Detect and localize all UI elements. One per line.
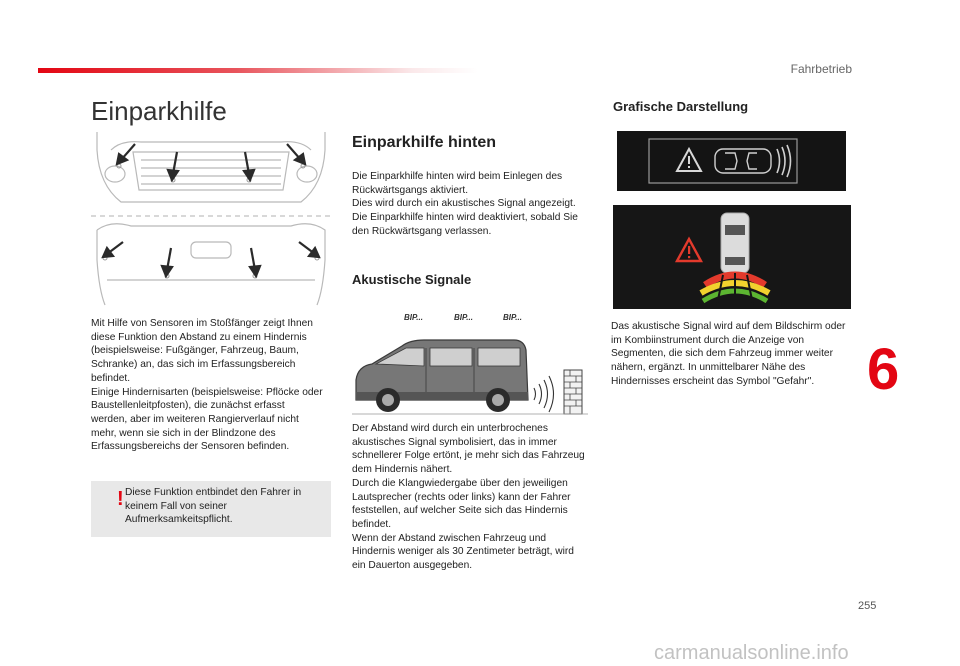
rear-assist-line-1: Die Einparkhilfe hinten wird beim Einlegen des Rückwärtsgangs aktiviert.: [352, 171, 563, 196]
acoustic-paragraph-3: Wenn der Abstand zwischen Fahrzeug und Hindernis weniger als 30 Zentimeter beträgt, wird ein Dauerton ausgegeben.: [352, 532, 574, 572]
page-title: Einparkhilfe: [91, 96, 227, 126]
acoustic-paragraph-1: Der Abstand wird durch ein unterbrochenes akustisches Signal symbolisiert, das in immer schnellerer Folge ertönt, je mehr sich das Fahrzeug dem Hindernis nähert.: [352, 423, 585, 476]
acoustic-paragraph-2: Durch die Klangwiedergabe über den jeweiligen Lautsprecher (rechts oder links) kann der Fahrer feststellen, auf welcher Seite sich das Hindernis befindet.: [352, 477, 571, 530]
beep-label: BIP...: [404, 313, 423, 322]
header-accent-bar: [38, 68, 478, 73]
page-number: 255: [858, 600, 877, 612]
graphic-text: Das akustische Signal wird auf dem Bildschirm oder im Kombiinstrument durch die Anzeige von Segmenten, die sich dem Fahrzeug immer weiter nähern, ergänzt. In unmittelbarer Nähe des Hindernisses erscheint das Symbol "Gefahr".: [611, 321, 846, 387]
van-beep-illustration: [352, 308, 588, 418]
warning-text: Diese Funktion entbindet den Fahrer in keinem Fall von seiner Aufmerksamkeitspflicht.: [125, 487, 302, 526]
rear-assist-text: [352, 170, 592, 239]
section-label: Fahrbetrieb: [790, 62, 852, 76]
dashboard-display-segments: [613, 205, 851, 309]
intro-text: [91, 317, 323, 454]
graphic-heading: Grafische Darstellung: [613, 99, 749, 114]
intro-paragraph-2: Einige Hindernisarten (beispielsweise: Pflöcke oder Baustellenleitpfosten), die zunächst erfasst werden, aber im weiteren Rangierverlauf nicht mehr, wenn sie sich in der Blindzone des Erfassungsbereichs der Sensoren befinden.: [91, 386, 323, 453]
chapter-number: 6: [867, 337, 900, 402]
intro-paragraph-1: Mit Hilfe von Sensoren im Stoßfänger zeigt Ihnen diese Funktion den Abstand zu einem Hindernis (beispielsweise: Fußgänger, Fahrzeug, Baum, Schranke) an, das sich im Erfassungsbereich befindet.: [91, 318, 313, 384]
beep-label: BIP...: [503, 313, 522, 322]
bumper-sensor-illustration: [91, 130, 331, 310]
dashboard-display-car-topview: [617, 131, 846, 191]
exclamation-icon: !: [117, 488, 124, 510]
rear-assist-line-3: Die Einparkhilfe hinten wird deaktiviert, sobald Sie den Rückwärtsgang verlassen.: [352, 212, 578, 237]
beep-label: BIP...: [454, 313, 473, 322]
footer-watermark: carmanualsonline.info: [654, 642, 849, 664]
acoustic-text: [352, 422, 588, 573]
rear-assist-heading: Einparkhilfe hinten: [352, 134, 497, 151]
acoustic-heading: Akustische Signale: [352, 272, 472, 287]
rear-assist-line-2: Dies wird durch ein akustisches Signal angezeigt.: [352, 198, 576, 210]
warning-note: [91, 481, 331, 537]
